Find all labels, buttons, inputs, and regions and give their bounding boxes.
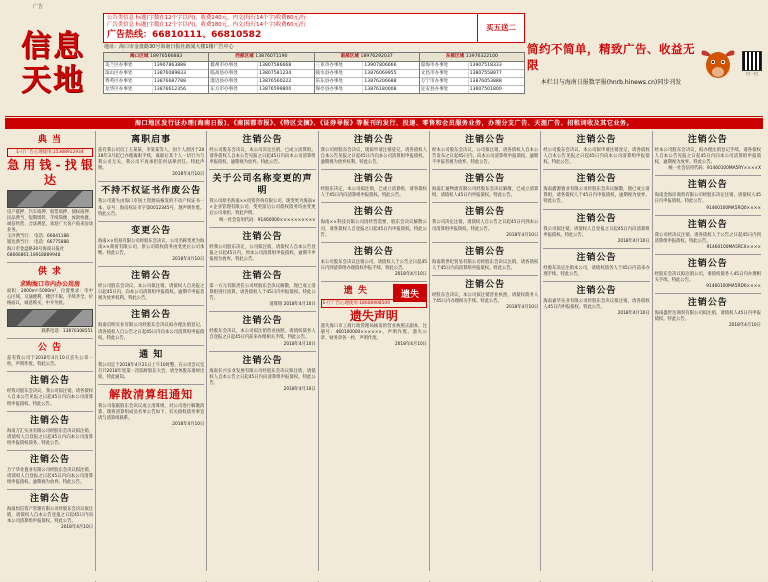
district-row: [104, 70, 208, 78]
ad-heading: 注销公告: [353, 207, 394, 218]
ad-heading: 注销公告: [242, 135, 283, 145]
district-office-name: 美兰区办事处: [104, 62, 153, 69]
ad-body: 面积：2000m²-5000m²，位置要求：市中心区域，交通便利，楼层不限，手续齐全，价格面议，诚意购买，中介勿扰。: [7, 288, 93, 306]
ad-block: [432, 131, 538, 170]
ad-block: [432, 203, 538, 242]
district-office-tel: 13807558877: [469, 70, 502, 76]
ad-body: 经我公司股东决定，公司拟注销，请债权人自本公告登报之日起45日内，到本公司清算组申报债权，逾期不申报视为放弃。特此公告。: [209, 244, 316, 262]
column-5: [430, 131, 541, 582]
ad-block: [7, 412, 93, 451]
district-office-tel: 13876560222: [259, 78, 292, 84]
district-header: [315, 53, 419, 62]
logo-line-2: 天地: [21, 62, 85, 98]
ad-contact-line: 68666861,18918889948: [7, 252, 61, 258]
ad-heading: 注销公告: [131, 310, 172, 321]
district-header: [209, 53, 313, 62]
district-office-tel: 13907806666: [364, 62, 397, 68]
ad-block: [655, 216, 761, 255]
district-office-tel: 13876599800: [259, 86, 292, 92]
ad-body: 第一方元有限责任公司经股东会决议解散，现已成立清算组进行清算，请各债权人于45日内申报债权。特此公告。: [209, 283, 316, 302]
hotline-label: 广告热线：: [107, 29, 153, 40]
ad-body: 我公司经决议注销，请各债权人于公告之日起45日内到清算组申报债权。特此公告。: [654, 232, 761, 244]
ad-block: [7, 339, 93, 372]
district-office-tel: 13876053888: [469, 78, 502, 84]
ad-heading: 注销公告: [242, 231, 283, 242]
column-7: [653, 131, 763, 582]
district-office-name: 临高县办事处: [209, 70, 258, 77]
ad-signature: 2018年4月10日: [617, 311, 650, 317]
ad-signature: 2018年4月10日: [283, 386, 316, 392]
column-3: [207, 131, 318, 582]
district-title: 西部区域: [235, 53, 254, 59]
ad-heading: 变更公告: [131, 225, 172, 236]
ad-title: 急 用 钱 - 找 银 达: [7, 158, 93, 187]
ad-heading: 典 当: [37, 135, 63, 145]
ad-block: [98, 306, 204, 345]
ad-body: 经公司股东会决议，本公司拟申请注销登记，请各债权人自本公告见报之日起45日内向本公司清算组申报债权。特此公告。: [543, 148, 650, 166]
ad-body: 海南长兴实业发展有限公司经股东会决议拟注销，请债权人自本公告之日起45日内向清算组申报债权。特此公告。: [209, 368, 316, 386]
ad-heading: 公 告: [37, 343, 63, 354]
column-1: [5, 131, 96, 582]
qr-block: [741, 11, 763, 116]
ad-heading: 注销公告: [242, 316, 283, 327]
district-tel: 18976292037: [360, 53, 393, 59]
ad-block: [209, 131, 315, 170]
ad-body: 兹有我公司员工王某某、李某某等人，因个人原因于2018年3月起已办理离职手续，离职后其个人一切行为与我公司无关，我公司不再承担任何法律责任。特此声明。: [98, 148, 205, 172]
ad-body: 经本公司股东会决议，拟办理注销登记手续，请各债权人自本公告见报之日起45日内向本公司清算组申报债权，逾期视为放弃。特此公告。: [654, 148, 761, 166]
classified-columns: [5, 131, 763, 582]
district-row: [420, 62, 524, 70]
district-tel: 18976566883: [150, 53, 183, 59]
ad-body: 海南××科技有限公司因经营需要，股东会决议解散公司，请各债权人自登报之日起45日内申报债权。特此公告。: [320, 220, 427, 238]
ad-signature: 清算组 2018年4月10日: [269, 302, 316, 308]
ad-heading: 解散清算组通知: [109, 387, 194, 401]
ad-block: [655, 131, 761, 176]
qr-caption: 扫一扫: [746, 70, 758, 76]
ad-signature: 统一社会信用代码：91460100MA5RY××××X: [668, 166, 761, 172]
ad-body: 经股东决定注销本公司，请债权债务人于45日内前来办理手续。特此公告。: [543, 265, 650, 277]
ad-body: 经股东会决议拟注销公司，请债权债务人45日内办理相关手续。特此公告。: [654, 271, 761, 284]
district-title: 东部区域: [445, 53, 465, 59]
ad-block: [7, 372, 93, 411]
ad-body: 我公司经股东会决议，现拟申请注销登记，请各债权人自本公告见报之日起45日内向本公司清算组申报债权，逾期视为放弃权利。特此公告。: [320, 148, 427, 166]
ad-heading: 注销公告: [576, 174, 617, 185]
ad-signature: 统一社会信用代码：91460000××××××××××: [219, 217, 316, 223]
ad-block: [655, 294, 761, 332]
ad-signature: 2018年4月10日: [394, 342, 427, 348]
ad-heading: 注销公告: [576, 135, 617, 145]
masthead-center: [101, 11, 527, 116]
ad-body: 我公司定于2018年4月21日上午10时整，在公司会议室召开2018年度第一次临时股东大会，请全体股东准时出席。特此通知。: [98, 362, 205, 380]
ad-block: [321, 203, 427, 242]
ad-heading: 不持不权证书作废公告: [101, 186, 202, 197]
district-header: [420, 53, 524, 62]
ad-block: [321, 243, 427, 282]
ad-body: 海南××贸易有限公司经股东会决议，公司名称变更为海南××商贸有限公司，原公司债权债务由变更后公司承继。特此公告。: [98, 238, 205, 256]
ad-heading: 供 求: [37, 266, 63, 277]
ad-signature: 91460100MA5RCX××××: [706, 244, 761, 250]
publication-logo: [5, 11, 101, 116]
ad-heading: 注销公告: [465, 174, 506, 185]
ad-body: 经股东会决议，本公司拟注销营业执照，请债权债务人于45日内办理相关手续。特此公告。: [431, 292, 539, 305]
ad-body: 经我司股东会决议，我公司拟注销，请各债权人自本公告见报之日起45日内向本公司清算组申报债权。特此公告。: [7, 389, 93, 407]
ad-heading: 注销公告: [576, 252, 617, 263]
district-office-name: 保亭县办事处: [315, 86, 364, 93]
district-row: [209, 70, 313, 78]
lost-badge: 遗失: [393, 284, 427, 302]
page-top-label: 广告: [33, 4, 44, 10]
district-column: [104, 53, 209, 93]
slogan-block: [527, 11, 695, 116]
ad-block: [432, 243, 538, 276]
ad-block: [209, 170, 315, 227]
ad-body: 经公司股东会决议，本公司拟注销。请债权人自见报之日起45日内，向本公司清算组申报债权。逾期不申报者视为放弃权利。特此公告。: [98, 284, 205, 302]
ad-block: [209, 267, 315, 312]
district-office-name: 陵水县办事处: [315, 70, 364, 77]
district-office-name: 万宁市办事处: [420, 78, 469, 85]
district-office-tel: 13907863888: [153, 62, 187, 68]
ad-signature: 2018年4月10日: [506, 305, 539, 311]
ad-block: [209, 312, 315, 351]
ad-heading: 注销公告: [242, 270, 283, 281]
ad-heading: 注销公告: [465, 135, 506, 145]
ad-body: 我公司依据股东会决议成立清算组，对公司进行解散清算，现将清算组成员名单公告如下，有关债权债务事宜请与清算组联系。: [98, 403, 205, 422]
ad-signature: 2018年4月10日: [728, 323, 761, 329]
ad-body: 我公司拟注销，请债权人自登报之日起45日内向清算组申报债权。特此公告。: [543, 226, 650, 238]
ad-body: 遗失海口市工商行政管理局核发的营业执照正副本，注册号：460100000××××××，声明作废。遗失公章、财务章各一枚，声明作废。: [320, 324, 427, 342]
district-row: [104, 86, 208, 93]
district-office-name: 秀英区办事处: [104, 78, 153, 85]
ad-heading: 注销公告: [465, 279, 506, 290]
ad-agency-hotline: E-厅广告心理使用:15388912934: [7, 148, 93, 157]
ad-signature: 91460100MA5RD6××××: [706, 284, 761, 290]
ad-body: 海南万汇实业有限公司经股东会决议拟注销，请债权人自登报之日起45日内向本公司清算组申报债权债务。特此公告。: [7, 428, 93, 446]
ad-heading: 注销公告: [353, 135, 394, 145]
rate-line-1: 公告类信息 标题(字数在12个字以内)，收费240元，内文(每行14个字)收费80元/行: [107, 15, 307, 21]
office-address: 地址：海口市金盘路30号海南日报社新闻大楼1楼广告中心: [104, 43, 234, 50]
rate-notice-text: [104, 14, 477, 42]
district-office-name: 乐东县办事处: [315, 78, 364, 85]
ad-heading: 注销公告: [687, 258, 728, 269]
ad-block: [209, 228, 315, 267]
ad-body: 经公司股东会决议，本公司决定注销，已成立清算组。请各债权人自本公告见报之日起45日内向本公司清算组申报债权，逾期视为放弃。特此公告。: [209, 148, 316, 166]
ad-contact-line: 海口市金盘路30号海南日报社: [7, 246, 65, 252]
ad-signature: 联系电话：13870308551: [41, 329, 93, 335]
ad-title: 遗失声明: [349, 309, 398, 324]
ad-signature: 2018年4月10日: [506, 232, 539, 238]
ad-photo: [7, 309, 93, 327]
ad-heading: 注销公告: [29, 376, 70, 387]
ad-agency-hotline: E-厅广告心理使用:18608908509: [321, 299, 427, 308]
district-row: [104, 78, 208, 86]
ad-body: 万宁华业置业有限公司经股东会决议拟注销，请债权人自登报之日起45日内向本公司清算组申报债权，逾期视为放弃。特此公告。: [7, 467, 93, 486]
district-office-tel: 13876687788: [153, 78, 187, 84]
ad-heading: 注销公告: [687, 135, 728, 145]
rate-line-2: 广告类信息 标题(字数在12个字以内)，收费180元，内文(每行14个字)收费60元/行: [107, 22, 307, 29]
district-tel: 13876071190: [255, 53, 288, 59]
ad-block: [432, 276, 538, 314]
district-row: [420, 78, 524, 86]
district-office-name: 儋州市办事处: [209, 62, 258, 69]
ad-contact-line: 玉沙典当行： 电话：66841188: [7, 234, 69, 240]
district-tel: 13976322100: [465, 53, 498, 59]
district-office-tel: 13876180008: [364, 86, 397, 92]
district-office-tel: 13807586668: [259, 62, 292, 68]
district-row: [315, 70, 419, 78]
column-6: [541, 131, 652, 582]
district-office-name: 文昌市办事处: [420, 70, 469, 77]
ad-block: [655, 176, 761, 215]
district-office-name: 三亚市办事处: [315, 62, 364, 69]
ad-block: [98, 182, 204, 221]
ad-body: 海南新世纪贸易有限公司经股东会决议注销，请各债权人于45日内向清算组申报债权。特此公告。: [431, 259, 539, 271]
ad-signature: 2018年4月10日: [283, 341, 316, 347]
district-row: [209, 78, 313, 86]
ad-block: [98, 131, 204, 182]
ad-signature: 2018年4月10日: [60, 525, 93, 531]
ad-title: 求购海口市内办公用房: [19, 280, 80, 288]
ad-signature: 2018年4月10日: [617, 238, 650, 244]
promo-badge: 买五送二: [477, 14, 524, 42]
district-office-name: 琼海市办事处: [420, 62, 469, 69]
ad-heading: 注销公告: [29, 454, 70, 465]
district-office-tel: 13607501800: [469, 86, 502, 92]
district-column: [315, 53, 420, 93]
district-office-name: 东方市办事处: [209, 86, 258, 93]
ad-body: 海南嘉华实业有限公司经股东会决议拟注销，请各债权人45日内申报债权。特此公告。: [543, 299, 650, 311]
rate-notice-box: [103, 13, 525, 43]
ad-photo: [7, 190, 93, 208]
district-office-tel: 13907518333: [469, 62, 502, 68]
ad-heading: 注销公告: [465, 207, 506, 218]
slogan-sub: 本栏目与海南日报数字报(hnrb.hinews.cn)同步刊发: [540, 78, 682, 86]
ad-body: 海南鑫源置业有限公司经股东会决议解散，现已成立清算组，请各债权人于45日内申报债权，逾期视为放弃。特此公告。: [543, 187, 650, 205]
district-column: [209, 53, 314, 93]
ad-heading: 离职启事: [131, 135, 172, 145]
column-2: [96, 131, 207, 582]
ad-signature: 2018年4月10日: [394, 271, 427, 277]
ad-contact-line: 银达典当行： 电话：66775888: [7, 240, 69, 246]
ad-heading: 通 知: [139, 349, 164, 360]
ad-heading: 注销公告: [29, 494, 70, 505]
ad-heading: 注销公告: [687, 219, 728, 230]
hotline-number: 66810111、66810582: [152, 29, 262, 40]
district-office-tel: 13876206688: [364, 78, 397, 84]
column-4: [319, 131, 430, 582]
ad-heading: 遗 失: [343, 286, 368, 297]
ad-body: 海南恒信资产管理有限公司经股东会决议拟注销，请债权人自本公告登报之日起45日内向本公司清算组申报债权。特此公告。: [7, 507, 93, 525]
ad-block: [98, 267, 204, 306]
district-row: [315, 62, 419, 70]
ad-heading: 注销公告: [465, 246, 506, 257]
ad-signature: 2018年4月10日: [172, 257, 205, 263]
ad-block: [98, 222, 204, 267]
service-scope-band: 海口地区发行证办理(海南日报)、《南国都市报》、《特区文摘》、《证券导报》等报刊的发行、投递、零售和会员服务业务，办理分支广告、天涯广告、招租词收及其它业务。: [5, 118, 763, 129]
ad-block: [7, 451, 93, 490]
ad-body: 经股东会决议，本公司拟注销营业执照，请债权债务人自登报之日起45日内前来办理相关手续。特此公告。: [209, 329, 316, 341]
district-header: [104, 53, 208, 62]
ad-block: [543, 282, 649, 320]
ad-block: [209, 352, 315, 396]
district-row: [315, 78, 419, 86]
ad-block: [432, 170, 538, 203]
ad-heading: 注销公告: [576, 286, 617, 297]
district-title: 海口区域: [130, 53, 149, 59]
ad-heading: 注销公告: [242, 355, 283, 366]
district-office-tel: 13876069955: [364, 70, 397, 76]
district-row: [420, 86, 524, 93]
hotline-row: [107, 30, 474, 41]
ad-block: [7, 490, 93, 534]
ad-block: [543, 131, 649, 170]
district-row: [104, 62, 208, 70]
district-office-tel: 13807581234: [259, 70, 292, 76]
ad-block: [7, 131, 93, 263]
logo-line-1: 信息: [21, 28, 85, 64]
ad-block: [321, 131, 427, 170]
ad-heading: 注销公告: [576, 213, 617, 224]
ad-body: 经本公司股东会决议，公司拟注销，请各债权人自本公告发布之日起45日内，向本公司清算组申报债权，逾期不申报者视为放弃。特此公告。: [431, 148, 539, 166]
page-footer: [0, 571, 768, 581]
district-row: [315, 86, 419, 93]
district-contact-table: [103, 52, 525, 94]
ad-body: 我公司决定注销，请债权人自公告之日起45日内到本公司清算组申报债权。特此公告。: [431, 220, 539, 232]
ad-block: [321, 170, 427, 203]
masthead: [5, 11, 763, 117]
ad-heading: 注销公告: [353, 174, 394, 185]
ad-body: 海南启明实业有限公司经股东会决议拟办理注销登记，请各债权人自公告之日起45日内向本公司清算组申报债权。特此公告。: [98, 323, 205, 341]
bull-mascot-icon: [695, 11, 741, 116]
ad-body: 经股东决定，本公司拟注销，已成立清算组，请各债权人于45日内向清算组申报债权。特此公告。: [320, 187, 427, 199]
district-row: [209, 86, 313, 93]
ad-block: [655, 255, 761, 294]
ad-heading: 注销公告: [353, 246, 394, 257]
district-title: 南部区域: [340, 53, 359, 59]
ad-heading: 注销公告: [29, 415, 70, 426]
ad-block: [543, 210, 649, 249]
ad-heading: 注销公告: [131, 271, 172, 282]
ad-block: [543, 249, 649, 282]
district-column: [420, 53, 524, 93]
district-row: [209, 62, 313, 70]
ad-body: 海南汇通物流有限公司经股东会决议解散，已成立清算组，请债权人45日内申报债权。特此公告。: [431, 187, 539, 199]
ad-signature: 2018年4月10日: [172, 172, 205, 178]
ad-body: 海南金海岸商贸有限公司经股东决定注销，请债权人45日内申报债权。特此公告。: [654, 193, 761, 205]
ad-heading: 关于公司名称变更的声明: [212, 174, 313, 197]
ad-heading: 注销公告: [687, 180, 728, 191]
ad-heading: 注销公告: [687, 298, 728, 309]
slogan-main: 简约不简单，精致广告、收益无限: [527, 41, 695, 72]
ad-body: 海南盛世达商贸有限公司拟注销，请债权人45日内申报债权。特此公告。: [654, 311, 761, 323]
ad-block-lost: [321, 282, 427, 351]
district-office-tel: 13876612356: [153, 86, 187, 92]
district-office-name: 琼山区办事处: [104, 70, 153, 77]
ad-block: [7, 263, 93, 339]
district-office-name: 龙华区办事处: [104, 86, 153, 93]
ad-block: [543, 170, 649, 209]
ad-body: 房产抵押、汽车质押、股票质押、债权质押、民品典当、短期周转、手续简便、放款快捷。诚信经营、合法规范，欢迎广大客户前来洽谈业务。: [7, 210, 93, 234]
ad-block: [98, 385, 204, 431]
qr-code-icon: [742, 51, 762, 71]
district-office-name: 定安县办事处: [420, 86, 469, 93]
district-office-tel: 13876089833: [153, 70, 187, 76]
ad-signature: 2018年4月10日: [172, 422, 205, 428]
district-office-name: 澄迈县办事处: [209, 78, 258, 85]
ad-body: 我公司原名海南××投资咨询有限公司，现变更为海南××企业管理有限公司，变更前后公司债权债务均由变更后公司承担。特此声明。: [209, 199, 316, 217]
ad-body: 本公司股东会决议注销公司，请债权人于公告之日起45日内到清算组办理债权申报手续。特此公告。: [320, 259, 427, 271]
ad-body: 兹有我公司于2018年4月10日丢失公章一枚，声明作废。特此公告。: [7, 356, 93, 368]
ad-body: 我公司遗失由海口市国土资源局核发的不动产权证书一本，证号：海房权证市字第0012345号，现声明作废。特此公告。: [98, 199, 205, 217]
district-row: [420, 70, 524, 78]
ad-signature: 91460100MA5RQ0××××: [706, 205, 761, 211]
ad-block: [98, 346, 204, 385]
